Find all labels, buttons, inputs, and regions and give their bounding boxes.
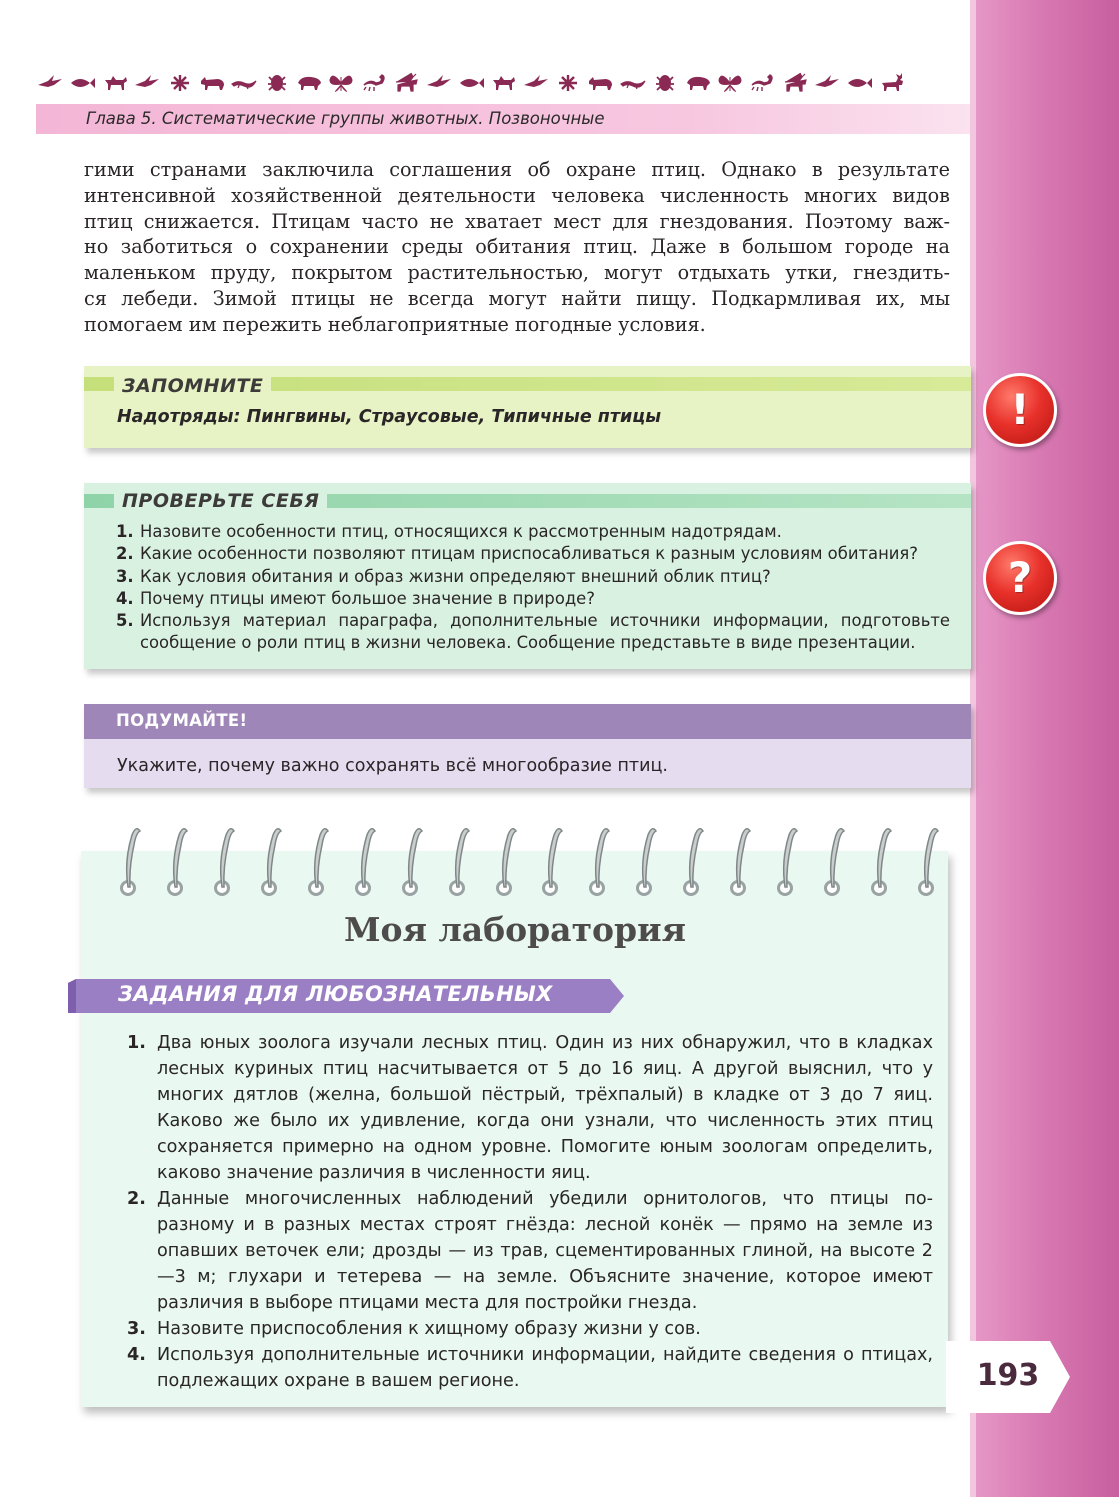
rhino-icon	[586, 71, 614, 93]
boar-icon	[684, 71, 712, 93]
remember-text: Надотряды: Пингвины, Страусовые, Типичные птицы	[117, 407, 662, 427]
insect-icon	[166, 71, 194, 93]
boar-icon	[295, 71, 323, 93]
question-number: 4.	[116, 588, 134, 608]
spiral-ring-icon	[724, 821, 756, 901]
scorpion-icon	[360, 71, 388, 93]
question-item	[116, 521, 950, 543]
task-text: Два юных зоолога изучали лесных птиц. Один из них обнаружил, что в кладках лесных куриных птиц насчитывается от 5 до 16 яиц. А другой выяснил, что у многих дятлов (желна, большой пёстрый, трёхпалый) в кладке от 3 до 7 яиц. Каково же было их удивление, когда они узнали, что численность этих птиц сохраняется примерно на одном уровне. Помогите юным зоологам определить, каково значение различия в численности яиц.	[157, 1033, 933, 1183]
scorpion-icon	[748, 71, 776, 93]
spiral-ring-icon	[818, 821, 850, 901]
spiral-ring-icon	[583, 821, 615, 901]
remember-box	[84, 366, 971, 448]
task-item	[127, 1316, 933, 1342]
insect-icon	[554, 71, 582, 93]
remember-label: ЗАПОМНИТЕ	[114, 375, 271, 397]
question-number: 5.	[116, 611, 134, 631]
body-paragraph	[84, 157, 950, 338]
task-item	[127, 1342, 933, 1394]
task-number: 3.	[127, 1319, 146, 1339]
spiral-ring-icon	[396, 821, 428, 901]
deer-icon	[392, 71, 420, 93]
task-item	[127, 1030, 933, 1186]
question-text: Как условия обитания и образ жизни определяют внешний облик птиц?	[140, 566, 771, 586]
fish-icon	[845, 71, 873, 93]
spiral-ring-icon	[912, 821, 944, 901]
spiral-ring-icon	[630, 821, 662, 901]
fish-icon	[457, 71, 485, 93]
question-number: 1.	[116, 522, 134, 541]
exclamation-icon: !	[983, 373, 1057, 447]
spiral-ring-icon	[255, 821, 287, 901]
bird-icon	[522, 71, 550, 93]
spiral-ring-icon	[302, 821, 334, 901]
body-line: интенсивной хозяйственной деятельности человека численность многих видов	[84, 183, 950, 207]
butterfly-icon	[327, 71, 355, 93]
lab-title: Моя лаборатория	[344, 910, 686, 949]
spiral-ring-icon	[490, 821, 522, 901]
chapter-header-bar	[36, 104, 970, 134]
dog-icon	[101, 71, 129, 93]
question-text: Какие особенности позволяют птицам приспосабливаться к разным условиям обитания?	[140, 544, 918, 564]
ribbon-label: ЗАДАНИЯ ДЛЯ ЛЮБОЗНАТЕЛЬНЫХ	[118, 982, 553, 1006]
spiral-ring-icon	[161, 821, 193, 901]
question-text: Используя материал параграфа, дополнительные источники информации, подготовьте сообщение о роли птиц в жизни человека. Сообщение представьте в виде презентации.	[140, 611, 950, 653]
spiral-ring-icon	[114, 821, 146, 901]
bird-icon	[133, 71, 161, 93]
task-number: 1.	[127, 1033, 146, 1053]
rhino-icon	[198, 71, 226, 93]
spiral-ring-icon	[536, 821, 568, 901]
question-item	[116, 588, 950, 610]
lizard-icon	[619, 71, 647, 93]
question-item	[116, 543, 950, 565]
butterfly-icon	[716, 71, 744, 93]
question-mark-icon: ?	[983, 541, 1057, 615]
deer-icon	[781, 71, 809, 93]
spiral-ring-icon	[865, 821, 897, 901]
think-text: Укажите, почему важно сохранять всё многообразие птиц.	[117, 756, 668, 776]
body-line: маленьком пруду, покрытом растительностью, могут отдыхать утки, гнездить-	[84, 261, 950, 285]
bird-icon	[36, 71, 64, 93]
question-number: 2.	[116, 544, 134, 564]
page-number: 193	[976, 1358, 1040, 1393]
question-text: Назовите особенности птиц, относящихся к рассмотренным надотрядам.	[140, 522, 782, 541]
spiral-ring-icon	[349, 821, 381, 901]
chapter-title: Глава 5. Систематические группы животных. Позвоночные	[86, 109, 605, 128]
question-list	[116, 521, 950, 655]
question-item	[116, 566, 950, 588]
task-text: Данные многочисленных наблюдений убедили орнитологов, что птицы по-разному и в разных местах строят гнёзда: лесной конёк — прямо на земле из опавших веточек ели; дрозды — из трав, сцементированных глиной, на высоте 2—3 м; глухари и тетерева — на земле. Объясните значение, которое имеют различия в выборе птицами места для постройки гнезда.	[157, 1189, 933, 1313]
side-margin-strip	[970, 0, 1119, 1497]
notebook-spiral-rings	[114, 821, 944, 901]
dog-icon	[489, 71, 517, 93]
think-header	[84, 704, 971, 739]
moose-icon	[878, 71, 906, 93]
body-line: птиц снижается. Птицам часто не хватает мест для гнездования. Поэтому важ-	[84, 209, 950, 233]
task-item	[127, 1186, 933, 1316]
task-list	[127, 1030, 933, 1394]
body-line: ся лебеди. Зимой птицы не всегда могут найти пищу. Подкармливая их, мы	[84, 286, 950, 310]
check-yourself-box	[84, 483, 971, 669]
body-line: помогаем им пережить неблагоприятные погодные условия.	[84, 312, 706, 336]
spiral-ring-icon	[677, 821, 709, 901]
fish-icon	[68, 71, 96, 93]
tasks-ribbon	[68, 979, 624, 1013]
body-line: гими странами заключила соглашения об охране птиц. Однако в результате	[84, 158, 950, 181]
page-number-tab	[946, 1341, 1070, 1413]
bird-icon	[425, 71, 453, 93]
think-box	[84, 704, 971, 788]
think-label: ПОДУМАЙТЕ!	[116, 711, 248, 730]
spiral-ring-icon	[443, 821, 475, 901]
spiral-ring-icon	[771, 821, 803, 901]
bird-icon	[813, 71, 841, 93]
task-number: 2.	[127, 1189, 146, 1209]
question-item	[116, 610, 950, 655]
spiral-ring-icon	[208, 821, 240, 901]
beetle-icon	[263, 71, 291, 93]
question-number: 3.	[116, 566, 134, 586]
task-text: Назовите приспособления к хищному образу жизни у сов.	[157, 1319, 701, 1339]
animal-ornament-row	[36, 68, 906, 96]
task-text: Используя дополнительные источники информации, найдите сведения о птицах, подлежащих охране в вашем регионе.	[157, 1345, 933, 1391]
body-line: но заботиться о сохранении среды обитания птиц. Даже в большом городе на	[84, 235, 950, 259]
check-label: ПРОВЕРЬТЕ СЕБЯ	[114, 490, 327, 512]
beetle-icon	[651, 71, 679, 93]
task-number: 4.	[127, 1345, 146, 1365]
question-text: Почему птицы имеют большое значение в природе?	[140, 588, 595, 608]
lizard-icon	[230, 71, 258, 93]
